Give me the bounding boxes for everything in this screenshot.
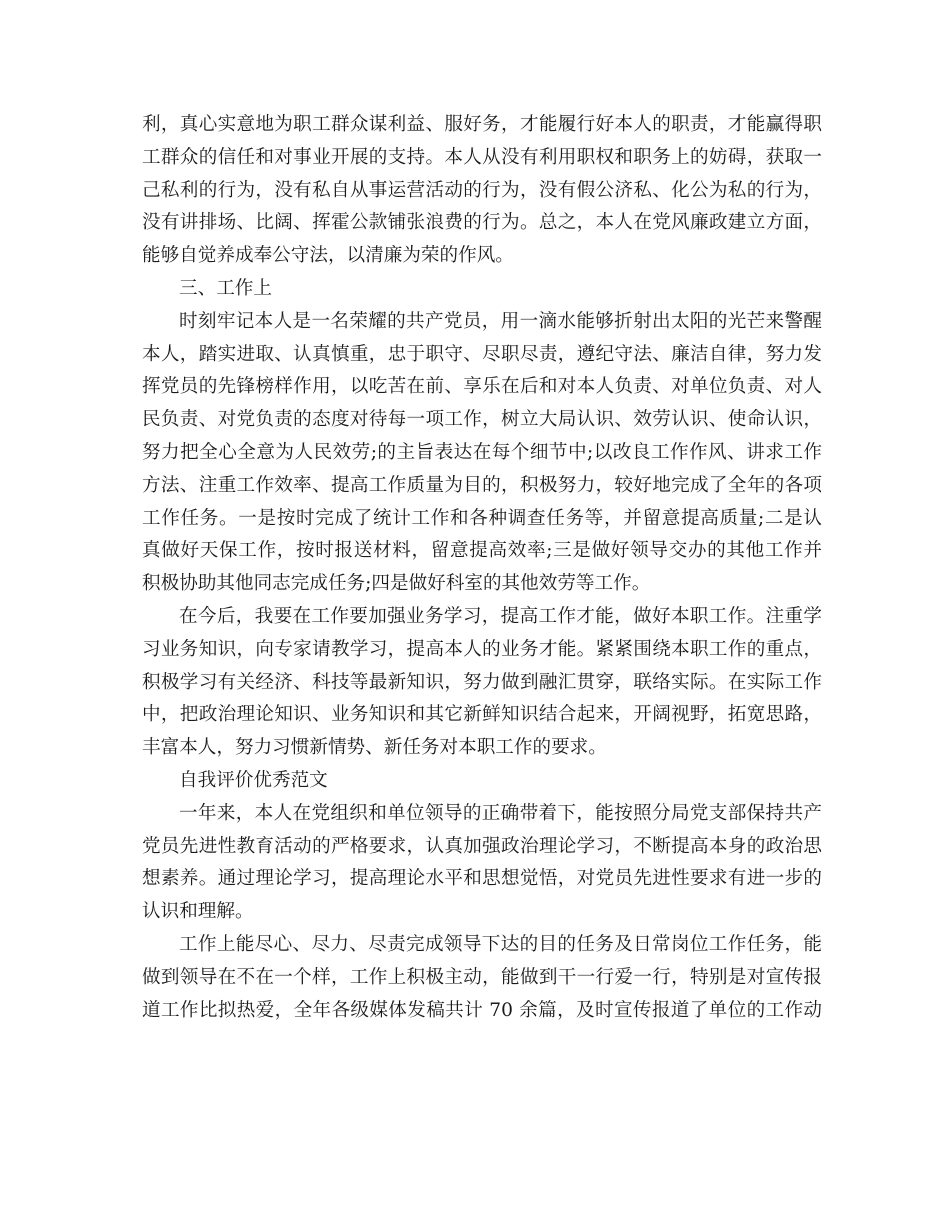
text-line: 在今后，我要在工作要加强业务学习，提高工作才能，做好本职工作。注重学 bbox=[179, 605, 822, 627]
text-line: 方法、注重工作效率、提高工作质量为目的，积极努力，较好地完成了全年的各项 bbox=[142, 474, 822, 496]
text-line: 想素养。通过理论学习，提高理论水平和思想觉悟，对党员先进性要求有进一步的 bbox=[142, 868, 822, 890]
text-line: 时刻牢记本人是一名荣耀的共产党员，用一滴水能够折射出太阳的光芒来警醒 bbox=[179, 310, 822, 332]
text-line: 做到领导在不在一个样，工作上积极主动，能做到干一行爱一行，特别是对宣传报 bbox=[142, 966, 822, 988]
paragraph bbox=[142, 929, 822, 1027]
text-line: 道工作比拟热爱，全年各级媒体发稿共计 70 余篇，及时宣传报道了单位的工作动 bbox=[142, 999, 822, 1021]
text-line: 真做好天保工作，按时报送材料，留意提高效率;三是做好领导交办的其他工作并 bbox=[142, 540, 822, 562]
text-line: 三、工作上 bbox=[179, 277, 272, 299]
text-line: 工群众的信任和对事业开展的支持。本人从没有利用职权和职务上的妨碍，获取一 bbox=[142, 146, 822, 168]
text-line: 工作任务。一是按时完成了统计工作和各种调查任务等，并留意提高质量;二是认 bbox=[142, 507, 822, 529]
text-line: 工作上能尽心、尽力、尽责完成领导下达的目的任务及日常岗位工作任务，能 bbox=[179, 933, 822, 955]
text-line: 党员先进性教育活动的严格要求，认真加强政治理论学习，不断提高本身的政治思 bbox=[142, 835, 822, 857]
text-line: 没有讲排场、比阔、挥霍公款铺张浪费的行为。总之，本人在党风廉政建立方面， bbox=[142, 212, 822, 234]
text-line: 一年来，本人在党组织和单位领导的正确带着下，能按照分局党支部保持共产 bbox=[179, 802, 822, 824]
paragraph bbox=[142, 306, 822, 601]
text-line: 民负责、对党负责的态度对待每一项工作，树立大局认识、效劳认识、使命认识， bbox=[142, 409, 822, 431]
text-line: 本人，踏实进取、认真慎重，忠于职守、尽职尽责，遵纪守法、廉洁自律，努力发 bbox=[142, 343, 822, 365]
text-line: 能够自觉养成奉公守法，以清廉为荣的作风。 bbox=[142, 245, 514, 267]
paragraph bbox=[142, 601, 822, 765]
text-line: 中，把政治理论知识、业务知识和其它新鲜知识结合起来，开阔视野，拓宽思路， bbox=[142, 704, 822, 726]
section-heading bbox=[142, 765, 822, 798]
text-line: 丰富本人，努力习惯新情势、新任务对本职工作的要求。 bbox=[142, 737, 607, 759]
section-heading bbox=[142, 273, 822, 306]
text-line: 习业务知识，向专家请教学习，提高本人的业务才能。紧紧围绕本职工作的重点， bbox=[142, 638, 822, 660]
document-body bbox=[142, 109, 822, 1027]
text-line: 认识和理解。 bbox=[142, 901, 254, 923]
text-line: 利，真心实意地为职工群众谋利益、服好务，才能履行好本人的职责，才能赢得职 bbox=[142, 114, 822, 135]
paragraph bbox=[142, 798, 822, 929]
text-line: 积极学习有关经济、科技等最新知识，努力做到融汇贯穿，联络实际。在实际工作 bbox=[142, 671, 822, 693]
text-line: 挥党员的先锋榜样作用，以吃苦在前、享乐在后和对本人负责、对单位负责、对人 bbox=[142, 376, 822, 398]
text-line: 积极协助其他同志完成任务;四是做好科室的其他效劳等工作。 bbox=[142, 573, 651, 595]
text-line: 己私利的行为，没有私自从事运营活动的行为，没有假公济私、化公为私的行为， bbox=[142, 179, 822, 201]
paragraph bbox=[142, 109, 822, 273]
text-line: 努力把全心全意为人民效劳;的主旨表达在每个细节中;以改良工作作风、讲求工作 bbox=[142, 441, 822, 463]
text-line: 自我评价优秀范文 bbox=[179, 769, 328, 791]
